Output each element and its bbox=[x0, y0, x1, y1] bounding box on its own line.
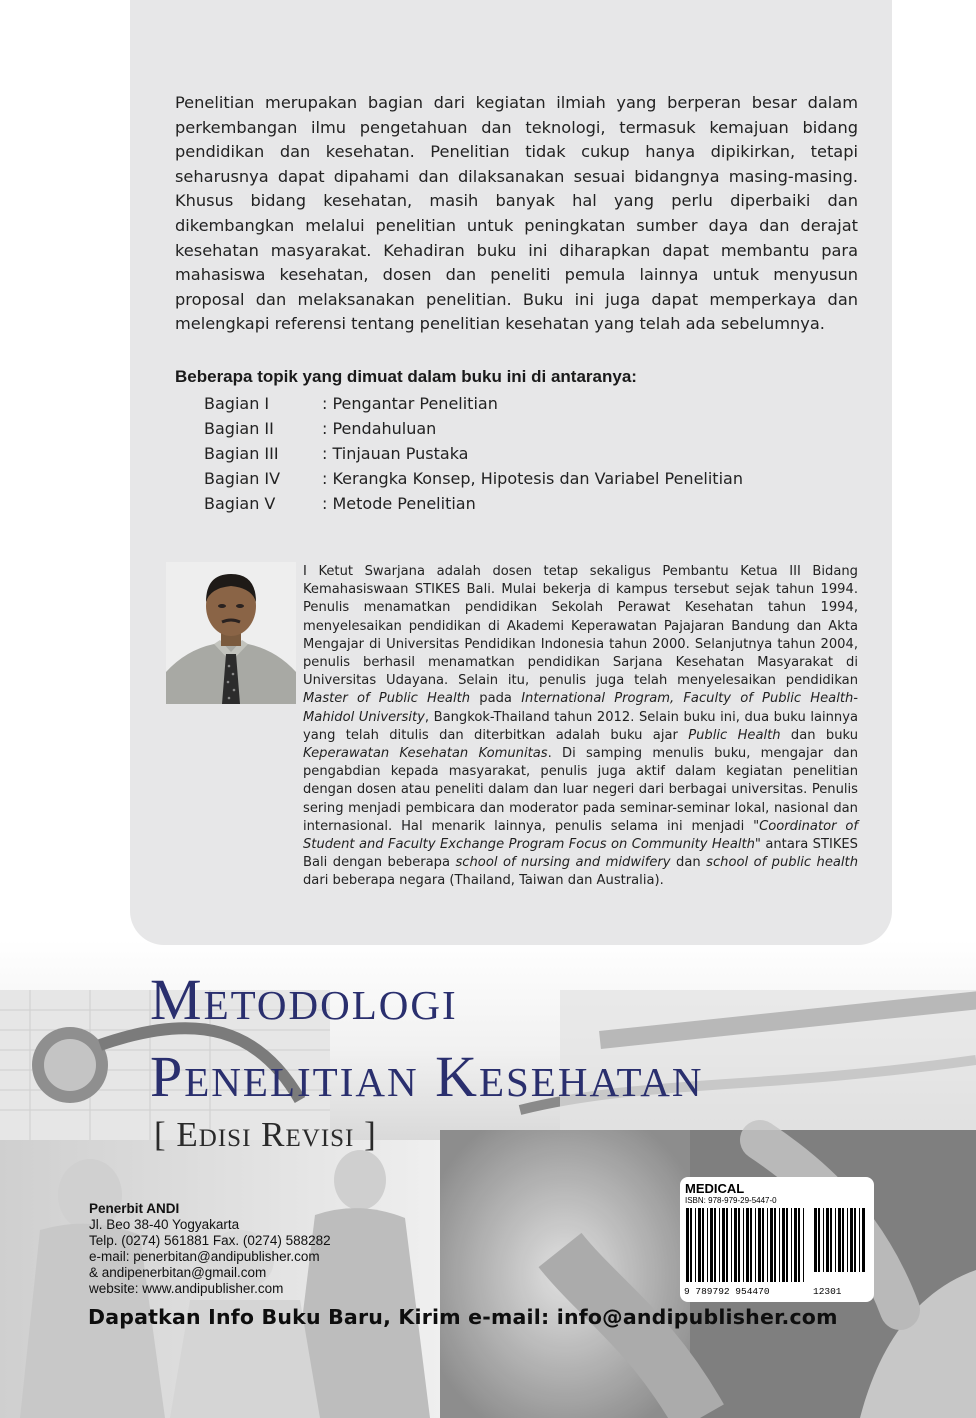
barcode-bar bbox=[695, 1208, 696, 1282]
barcode-bar bbox=[719, 1208, 720, 1282]
title-line-1: Metodologi bbox=[150, 967, 458, 1032]
barcode-bar bbox=[707, 1208, 708, 1282]
barcode-bar bbox=[794, 1208, 797, 1282]
barcode-bar bbox=[862, 1208, 865, 1272]
bio-italic-text: Keperawatan Kesehatan Komunitas bbox=[303, 746, 548, 762]
barcode-bar bbox=[743, 1208, 744, 1282]
category-label: MEDICAL bbox=[685, 1181, 745, 1196]
bio-text: antara STIKES Bali dengan beberapa bbox=[303, 837, 858, 871]
topic-part: Bagian IV bbox=[204, 469, 281, 488]
isbn-text: ISBN: 978-979-29-5447-0 bbox=[685, 1196, 777, 1205]
barcode-bar bbox=[755, 1208, 756, 1282]
bio-italic-text: school of nursing and midwifery bbox=[455, 855, 671, 871]
author-photo bbox=[166, 562, 296, 704]
topic-item bbox=[204, 391, 824, 416]
bio-text: dan bbox=[670, 855, 707, 871]
topics-heading: Beberapa topik yang dimuat dalam buku ini di antaranya: bbox=[175, 367, 637, 386]
topic-title: : Metode Penelitian bbox=[322, 494, 476, 513]
barcode-bar bbox=[762, 1208, 764, 1282]
barcode-bar bbox=[726, 1208, 728, 1282]
bio-italic-text: Public Health bbox=[688, 727, 781, 743]
topic-part: Bagian V bbox=[204, 494, 276, 513]
topic-title: : Tinjauan Pustaka bbox=[322, 444, 469, 463]
bio-text: , Bangkok-Thailand tahun 2012. Selain buku ini, dua buku lainnya yang telah ditulis dan diterbitkan adalah buku ajar bbox=[303, 709, 859, 743]
topic-part: Bagian II bbox=[204, 419, 274, 438]
barcode-bar bbox=[847, 1208, 848, 1272]
bio-text: I Ketut Swarjana adalah dosen tetap sekaligus Pembantu Ketua III Bidang Kemahasiswaan STIKES Bali. Mulai bekerja di kampus tersebut sejak tahun 1994. Penulis menamatkan pendidikan Sekolah Perawat Kesehatan tahun 1994, menyelesaikan pendidikan di Akademi Keperawatan Pajajaran Bandung dan Akta Mengajar di Universitas Pendidikan Indonesia tahun 2000. Selanjutnya tahun 2004, penulis berhasil menamatkan pendidikan Sarjana Kesehatan Masyarakat di Universitas Udayana. Selain itu, penulis juga telah menyelesaikan pendidikan bbox=[303, 564, 858, 689]
topic-title: : Kerangka Konsep, Hipotesis dan Variabel Penelitian bbox=[322, 469, 743, 488]
bio-text: . Di samping menulis buku, mengajar dan pengabdian kepada masyarakat, penulis juga aktif dalam kegiatan penelitian dengan dosen atau peneliti dalam dan luar negeri dari berbagai universitas. Penulis sering menjadi pembicara dan moderator pada seminar-seminar lokal, nasional dan internasional. Hal menarik lainnya, penulis selama ini menjadi bbox=[303, 746, 858, 834]
topic-item bbox=[204, 441, 824, 466]
barcode-digits-main: 9 789792 954470 bbox=[684, 1286, 770, 1297]
barcode-bar bbox=[722, 1208, 725, 1282]
topic-title: : Pengantar Penelitian bbox=[322, 394, 498, 413]
barcode-bar bbox=[826, 1208, 829, 1272]
barcode-bar bbox=[823, 1208, 824, 1272]
topic-part: Bagian I bbox=[204, 394, 270, 413]
title-line-2: Penelitian Kesehatan bbox=[150, 1044, 704, 1109]
promo-banner: Dapatkan Info Buku Baru, Kirim e-mail: info@andipublisher.com bbox=[88, 1305, 838, 1329]
barcode-bar bbox=[686, 1208, 689, 1282]
barcode-bar bbox=[767, 1208, 768, 1282]
barcode-bar bbox=[782, 1208, 785, 1282]
publisher-email: e-mail: penerbitan@andipublisher.com bbox=[89, 1249, 320, 1265]
barcode-bar bbox=[714, 1208, 716, 1282]
barcode-bar bbox=[842, 1208, 844, 1272]
edition-label: [ Edisi Revisi ] bbox=[154, 1115, 377, 1154]
author-bio bbox=[303, 563, 858, 891]
bio-italic-text: International Program, Faculty of Public Health-Mahidol University bbox=[303, 691, 858, 725]
barcode-bar bbox=[791, 1208, 792, 1282]
bio-text: dan buku bbox=[780, 727, 859, 743]
topic-item bbox=[204, 416, 824, 441]
barcode-bar bbox=[734, 1208, 737, 1282]
bio-text: pada bbox=[470, 691, 522, 707]
barcode-bar bbox=[854, 1208, 856, 1272]
topic-item bbox=[204, 491, 824, 516]
publisher-email-2: & andipenerbitan@gmail.com bbox=[89, 1265, 267, 1281]
barcode-bar bbox=[702, 1208, 704, 1282]
barcode-bar bbox=[731, 1208, 732, 1282]
publisher-info bbox=[89, 1201, 331, 1298]
barcode-bar bbox=[838, 1208, 841, 1272]
publisher-name: Penerbit ANDI bbox=[89, 1201, 180, 1216]
publisher-address: Jl. Beo 38-40 Yogyakarta bbox=[89, 1217, 240, 1233]
barcode-bar bbox=[738, 1208, 740, 1282]
topic-part: Bagian III bbox=[204, 444, 279, 463]
barcode-bar bbox=[710, 1208, 713, 1282]
barcode-digits-addon: 12301 bbox=[813, 1286, 842, 1297]
barcode-bar bbox=[774, 1208, 776, 1282]
barcode-bar bbox=[850, 1208, 853, 1272]
barcode-bar bbox=[698, 1208, 701, 1282]
barcode-bar bbox=[814, 1208, 817, 1272]
barcode-bar bbox=[779, 1208, 780, 1282]
bio-italic-text: Master of Public Health bbox=[303, 691, 471, 707]
topic-item bbox=[204, 466, 824, 491]
bio-text: dari beberapa negara (Thailand, Taiwan dan Australia). bbox=[303, 873, 664, 889]
barcode-bar bbox=[690, 1208, 692, 1282]
barcode-bar bbox=[859, 1208, 860, 1272]
barcode-box bbox=[680, 1177, 874, 1302]
barcode-bar bbox=[750, 1208, 752, 1282]
barcode-bar bbox=[835, 1208, 836, 1272]
publisher-website: website: www.andipublisher.com bbox=[89, 1281, 284, 1297]
bio-italic-text: "Coordinator of Student and Faculty Exchange Program Focus on Community Health" bbox=[303, 818, 858, 853]
topic-title: : Pendahuluan bbox=[322, 419, 437, 438]
barcode-bar bbox=[803, 1208, 804, 1282]
barcode-bar bbox=[770, 1208, 773, 1282]
barcode-bar bbox=[830, 1208, 832, 1272]
barcode-bar bbox=[786, 1208, 788, 1282]
intro-paragraph: Penelitian merupakan bagian dari kegiatan ilmiah yang berperan besar dalam perkembangan ilmu pengetahuan dan teknologi, termasuk kemajuan bidang pendidikan dan kesehatan. Penelitian tidak cukup hanya dipikirkan, tetapi seharusnya dapat dipahami dan dilaksanakan sesuai bidangnya masing-masing. Khusus bidang kesehatan, masih banyak hal yang perlu diperbaiki dan dikembangkan melalui penelitian untuk peningkatan sumber daya dan derajat kesehatan masyarakat. Kehadiran buku ini diharapkan dapat membantu para mahasiswa kesehatan, dosen dan peneliti pemula lainnya untuk menyusun proposal dan melaksanakan penelitian. Buku ini juga dapat memperkaya dan melengkapi referensi tentang penelitian kesehatan yang telah ada sebelumnya. bbox=[175, 93, 858, 334]
barcode-icon bbox=[684, 1208, 870, 1298]
barcode-bar bbox=[746, 1208, 749, 1282]
barcode-bar bbox=[818, 1208, 820, 1272]
topics-list bbox=[204, 391, 824, 516]
publisher-phone: Telp. (0274) 561881 Fax. (0274) 588282 bbox=[89, 1233, 331, 1249]
barcode-bar bbox=[798, 1208, 800, 1282]
bio-italic-text: school of public health bbox=[706, 855, 858, 871]
barcode-bar bbox=[758, 1208, 761, 1282]
